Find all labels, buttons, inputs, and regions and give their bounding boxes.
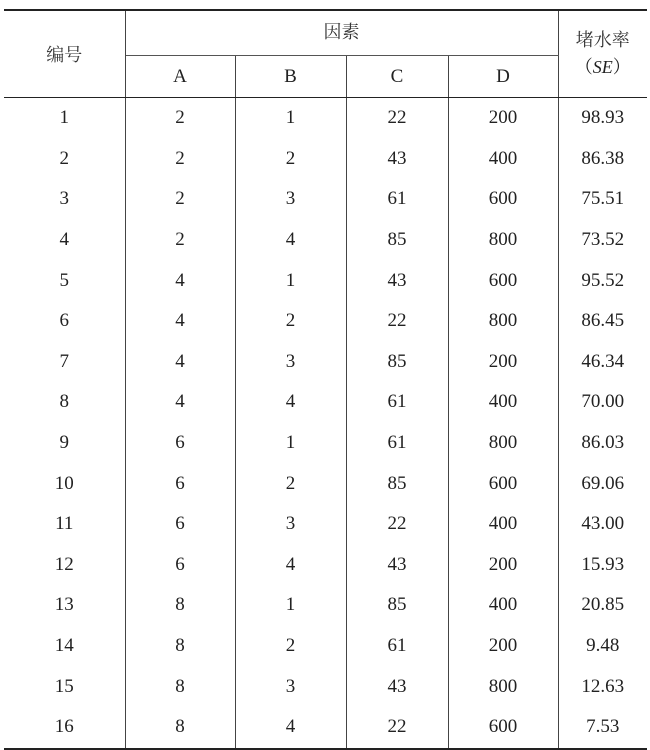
- factor-b-cell: 3: [235, 342, 346, 383]
- row-id-cell: 9: [4, 423, 125, 464]
- factor-a-cell: 6: [125, 463, 235, 504]
- table-row: [4, 504, 647, 545]
- se-title: 堵水率: [575, 30, 630, 51]
- row-id-cell: 8: [4, 382, 125, 423]
- table-row: [4, 463, 647, 504]
- table-row: [4, 139, 647, 180]
- factor-b-cell: 4: [235, 707, 346, 749]
- header-factors: 因素: [125, 10, 558, 56]
- factor-b-cell: 3: [235, 504, 346, 545]
- factor-a-cell: 6: [125, 504, 235, 545]
- factor-a-cell: 6: [125, 545, 235, 586]
- table-row: [4, 301, 647, 342]
- water-plugging-rate-cell: 86.45: [581, 310, 625, 332]
- table-row: [4, 342, 647, 383]
- water-plugging-rate-cell: 46.34: [581, 350, 625, 372]
- header-id: 编号: [4, 10, 125, 98]
- row-id-cell: 1: [4, 98, 125, 139]
- factor-a-cell: 4: [125, 260, 235, 301]
- factor-a-cell: 2: [125, 139, 235, 180]
- water-plugging-rate-cell: 20.85: [581, 594, 625, 616]
- orthogonal-experiment-table: [4, 9, 647, 750]
- row-id-cell: 13: [4, 585, 125, 626]
- factor-a-cell: 4: [125, 301, 235, 342]
- water-plugging-rate-cell: 70.00: [581, 391, 625, 413]
- header-factor-a: A: [125, 56, 235, 98]
- factor-b-cell: 2: [235, 626, 346, 667]
- water-plugging-rate-cell: 75.51: [581, 188, 625, 210]
- table-body: [4, 98, 647, 749]
- factor-d-cell: 400: [448, 585, 558, 626]
- row-id-cell: 2: [4, 139, 125, 180]
- factor-b-cell: 1: [235, 98, 346, 139]
- table-row: [4, 98, 647, 139]
- factor-a-cell: 4: [125, 342, 235, 383]
- table-row: [4, 707, 647, 749]
- water-plugging-rate-cell: 69.06: [581, 472, 625, 494]
- table-row: [4, 585, 647, 626]
- factor-c-cell: 22: [346, 504, 448, 545]
- factor-b-cell: 2: [235, 301, 346, 342]
- factor-c-cell: 61: [346, 382, 448, 423]
- factor-d-cell: 800: [448, 423, 558, 464]
- factor-a-cell: 4: [125, 382, 235, 423]
- se-paren-close: ）: [612, 57, 631, 77]
- row-id-cell: 11: [4, 504, 125, 545]
- factor-d-cell: 600: [448, 463, 558, 504]
- table-row: [4, 423, 647, 464]
- row-id-cell: 3: [4, 179, 125, 220]
- se-unit: [559, 54, 648, 80]
- factor-c-cell: 85: [346, 463, 448, 504]
- factor-b-cell: 2: [235, 463, 346, 504]
- water-plugging-rate-cell: 7.53: [558, 707, 647, 749]
- table-row: [4, 626, 647, 667]
- factor-d-cell: 200: [448, 626, 558, 667]
- factor-b-cell: 4: [235, 220, 346, 261]
- factor-c-cell: 43: [346, 666, 448, 707]
- header-factor-b: B: [235, 56, 346, 98]
- table-row: [4, 260, 647, 301]
- factor-d-cell: 600: [448, 179, 558, 220]
- header-factor-c: C: [346, 56, 448, 98]
- factor-d-cell: 200: [448, 545, 558, 586]
- factor-a-cell: 2: [125, 179, 235, 220]
- water-plugging-rate-cell: 98.93: [581, 107, 625, 129]
- factor-d-cell: 400: [448, 504, 558, 545]
- factor-b-cell: 1: [235, 260, 346, 301]
- table-row: [4, 179, 647, 220]
- row-id-cell: 15: [4, 666, 125, 707]
- factor-d-cell: 800: [448, 666, 558, 707]
- factor-c-cell: 43: [346, 139, 448, 180]
- se-unit-symbol: SE: [592, 57, 613, 77]
- factor-a-cell: 2: [125, 98, 235, 139]
- factor-c-cell: 85: [346, 342, 448, 383]
- factor-c-cell: 61: [346, 626, 448, 667]
- water-plugging-rate-cell: 15.93: [581, 553, 625, 575]
- factor-d-cell: 200: [448, 342, 558, 383]
- water-plugging-rate-cell: 86.03: [581, 432, 625, 454]
- factor-d-cell: 400: [448, 139, 558, 180]
- factor-d-cell: 200: [448, 98, 558, 139]
- factor-a-cell: 6: [125, 423, 235, 464]
- factor-a-cell: 2: [125, 220, 235, 261]
- row-id-cell: 12: [4, 545, 125, 586]
- row-id-cell: 7: [4, 342, 125, 383]
- factor-c-cell: 85: [346, 220, 448, 261]
- factor-a-cell: 8: [125, 666, 235, 707]
- water-plugging-rate-cell: 12.63: [581, 675, 625, 697]
- factor-c-cell: 43: [346, 260, 448, 301]
- header-factor-d: D: [448, 56, 558, 98]
- row-id-cell: 4: [4, 220, 125, 261]
- row-id-cell: 10: [4, 463, 125, 504]
- factor-b-cell: 1: [235, 585, 346, 626]
- factor-c-cell: 61: [346, 179, 448, 220]
- se-paren-open: （: [574, 57, 593, 77]
- row-id-cell: 14: [4, 626, 125, 667]
- water-plugging-rate-cell: 9.48: [586, 635, 620, 657]
- row-id-cell: 6: [4, 301, 125, 342]
- table-row: [4, 220, 647, 261]
- factor-a-cell: 8: [125, 626, 235, 667]
- table-row: [4, 666, 647, 707]
- header-water-plugging-rate: [558, 10, 647, 98]
- table-row: [4, 545, 647, 586]
- factor-d-cell: 800: [448, 220, 558, 261]
- factor-c-cell: 85: [346, 585, 448, 626]
- table-row: [4, 382, 647, 423]
- water-plugging-rate-cell: 43.00: [581, 513, 625, 535]
- row-id-cell: 16: [4, 707, 125, 749]
- water-plugging-rate-cell: 95.52: [581, 269, 625, 291]
- factor-c-cell: 22: [346, 98, 448, 139]
- factor-c-cell: 43: [346, 545, 448, 586]
- factor-a-cell: 8: [125, 585, 235, 626]
- factor-c-cell: 22: [346, 301, 448, 342]
- factor-d-cell: 600: [448, 707, 558, 749]
- row-id-cell: 5: [4, 260, 125, 301]
- water-plugging-rate-cell: 73.52: [581, 229, 625, 251]
- factor-c-cell: 61: [346, 423, 448, 464]
- water-plugging-rate-cell: 86.38: [581, 147, 625, 169]
- factor-c-cell: 22: [346, 707, 448, 749]
- factor-b-cell: 4: [235, 545, 346, 586]
- factor-b-cell: 3: [235, 179, 346, 220]
- factor-b-cell: 2: [235, 139, 346, 180]
- factor-b-cell: 1: [235, 423, 346, 464]
- table-header: [4, 10, 647, 98]
- factor-d-cell: 800: [448, 301, 558, 342]
- factor-b-cell: 4: [235, 382, 346, 423]
- factor-d-cell: 400: [448, 382, 558, 423]
- factor-d-cell: 600: [448, 260, 558, 301]
- factor-b-cell: 3: [235, 666, 346, 707]
- factor-a-cell: 8: [125, 707, 235, 749]
